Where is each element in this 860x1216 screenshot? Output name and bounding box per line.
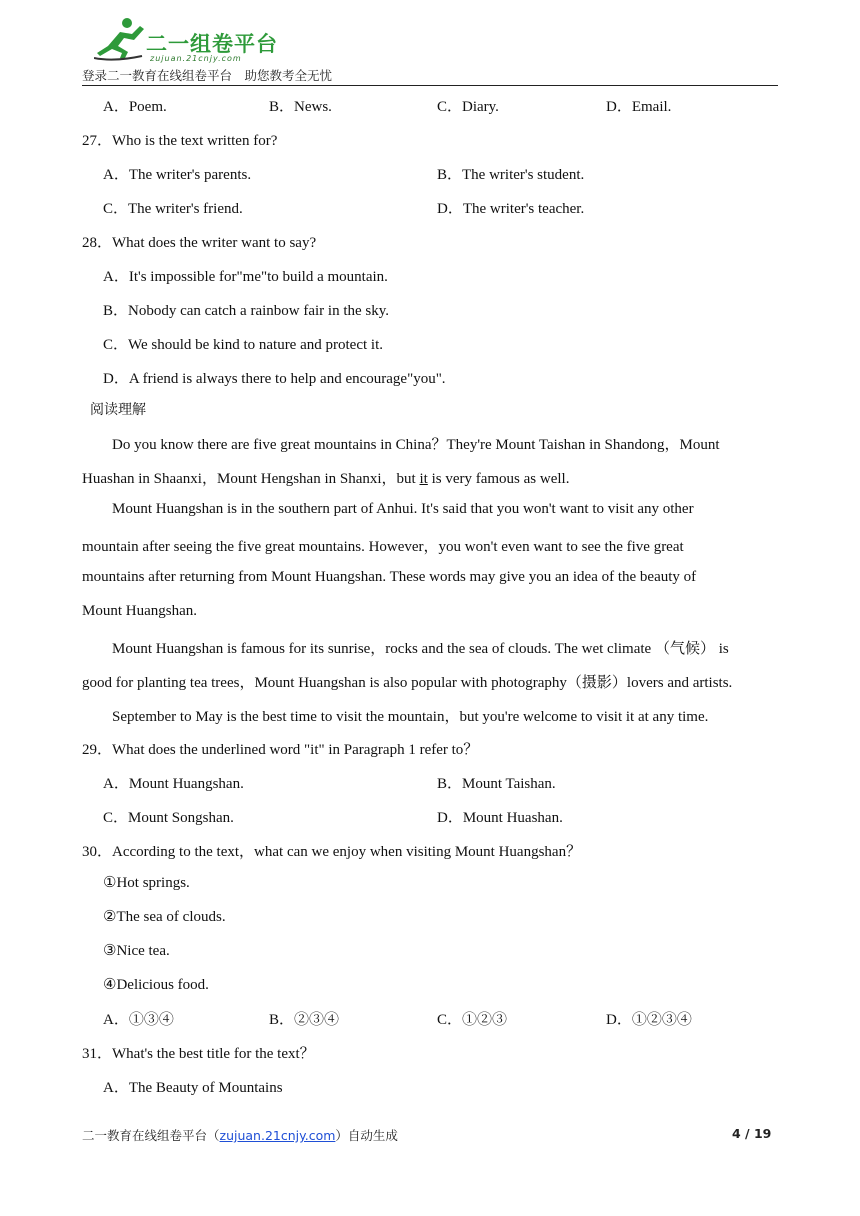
q26-option-b[interactable]: B．News. xyxy=(269,99,332,115)
q29-stem: 29．What does the underlined word "it" in Paragraph 1 refer to？ xyxy=(82,742,479,758)
passage-p2-line2: mountain after seeing the five great mountains. However，you won't even want to see the five great xyxy=(82,539,684,555)
q30-item-3: ③Nice tea. xyxy=(103,943,170,959)
passage-p3-line1: Mount Huangshan is famous for its sunrise，rocks and the sea of clouds. The wet climate （气候） is xyxy=(112,641,729,657)
q28-option-a[interactable]: A．It's impossible for"me"to build a mountain. xyxy=(103,269,388,285)
page-number: 4 / 19 xyxy=(732,1126,772,1141)
q27-option-a[interactable]: A．The writer's parents. xyxy=(103,167,252,183)
q28-option-d[interactable]: D．A friend is always there to help and encourage"you". xyxy=(103,371,446,387)
passage-p2-line3: mountains after returning from Mount Huangshan. These words may give you an idea of the beauty of xyxy=(82,569,697,585)
passage-p1-line2 xyxy=(82,467,569,488)
q30-option-b[interactable]: B．②③④ xyxy=(269,1012,340,1028)
q27-option-d[interactable]: D．The writer's teacher. xyxy=(437,201,585,217)
passage-p3-line2: good for planting tea trees，Mount Huangshan is also popular with photography（摄影）lovers and artists. xyxy=(82,675,733,691)
q28-stem: 28．What does the writer want to say? xyxy=(82,235,317,251)
q27-option-b[interactable]: B．The writer's student. xyxy=(437,167,585,183)
q26-option-a[interactable]: A．Poem. xyxy=(103,99,167,115)
q30-item-4: ④Delicious food. xyxy=(103,977,209,993)
q28-option-b[interactable]: B．Nobody can catch a rainbow fair in the sky. xyxy=(103,303,390,319)
footer-suffix: ）自动生成 xyxy=(335,1128,398,1143)
q26-option-c[interactable]: C．Diary. xyxy=(437,99,499,115)
q30-item-2: ②The sea of clouds. xyxy=(103,909,226,925)
q27-option-c[interactable]: C．The writer's friend. xyxy=(103,201,243,217)
q31-stem: 31．What's the best title for the text？ xyxy=(82,1046,315,1062)
footer-link[interactable]: zujuan.21cnjy.com xyxy=(219,1128,336,1143)
q30-item-1: ①Hot springs. xyxy=(103,875,190,891)
q29-option-d[interactable]: D．Mount Huashan. xyxy=(437,810,563,826)
q29-option-a[interactable]: A．Mount Huangshan. xyxy=(103,776,244,792)
q29-option-b[interactable]: B．Mount Taishan. xyxy=(437,776,556,792)
underlined-word: it xyxy=(419,471,428,487)
q31-option-a[interactable]: A．The Beauty of Mountains xyxy=(103,1080,283,1096)
header-tagline: 登录二一教育在线组卷平台 助您教考全无忧 xyxy=(82,68,333,83)
passage-p1-text-end: is very famous as well. xyxy=(427,471,570,487)
q30-option-a[interactable]: A．①③④ xyxy=(103,1012,174,1028)
q28-option-c[interactable]: C．We should be kind to nature and protect it. xyxy=(103,337,383,353)
q30-option-c[interactable]: C．①②③ xyxy=(437,1012,508,1028)
footer-prefix: 二一教育在线组卷平台（ xyxy=(82,1128,220,1143)
passage-p1-line1: Do you know there are five great mountains in China？They're Mount Taishan in Shandong，Mount xyxy=(112,437,720,453)
q29-option-c[interactable]: C．Mount Songshan. xyxy=(103,810,234,826)
section-title: 阅读理解 xyxy=(90,402,146,418)
passage-p1-text: Huashan in Shaanxi，Mount Hengshan in Shanxi，but xyxy=(82,471,420,487)
passage-p2-line4: Mount Huangshan. xyxy=(82,603,197,619)
q27-stem: 27．Who is the text written for? xyxy=(82,133,278,149)
footer-text xyxy=(82,1126,398,1144)
logo-text: 二一组卷平台 xyxy=(146,32,278,56)
logo-url: zujuan.21cnjy.com xyxy=(150,54,242,63)
q30-option-d[interactable]: D．①②③④ xyxy=(606,1012,692,1028)
q26-option-d[interactable]: D．Email. xyxy=(606,99,672,115)
passage-p4-line1: September to May is the best time to visit the mountain，but you're welcome to visit it at any time. xyxy=(112,709,709,725)
header-divider xyxy=(82,85,778,86)
passage-p2-line1: Mount Huangshan is in the southern part of Anhui. It's said that you won't want to visit any other xyxy=(112,501,694,517)
q30-stem: 30．According to the text，what can we enjoy when visiting Mount Huangshan？ xyxy=(82,844,582,860)
